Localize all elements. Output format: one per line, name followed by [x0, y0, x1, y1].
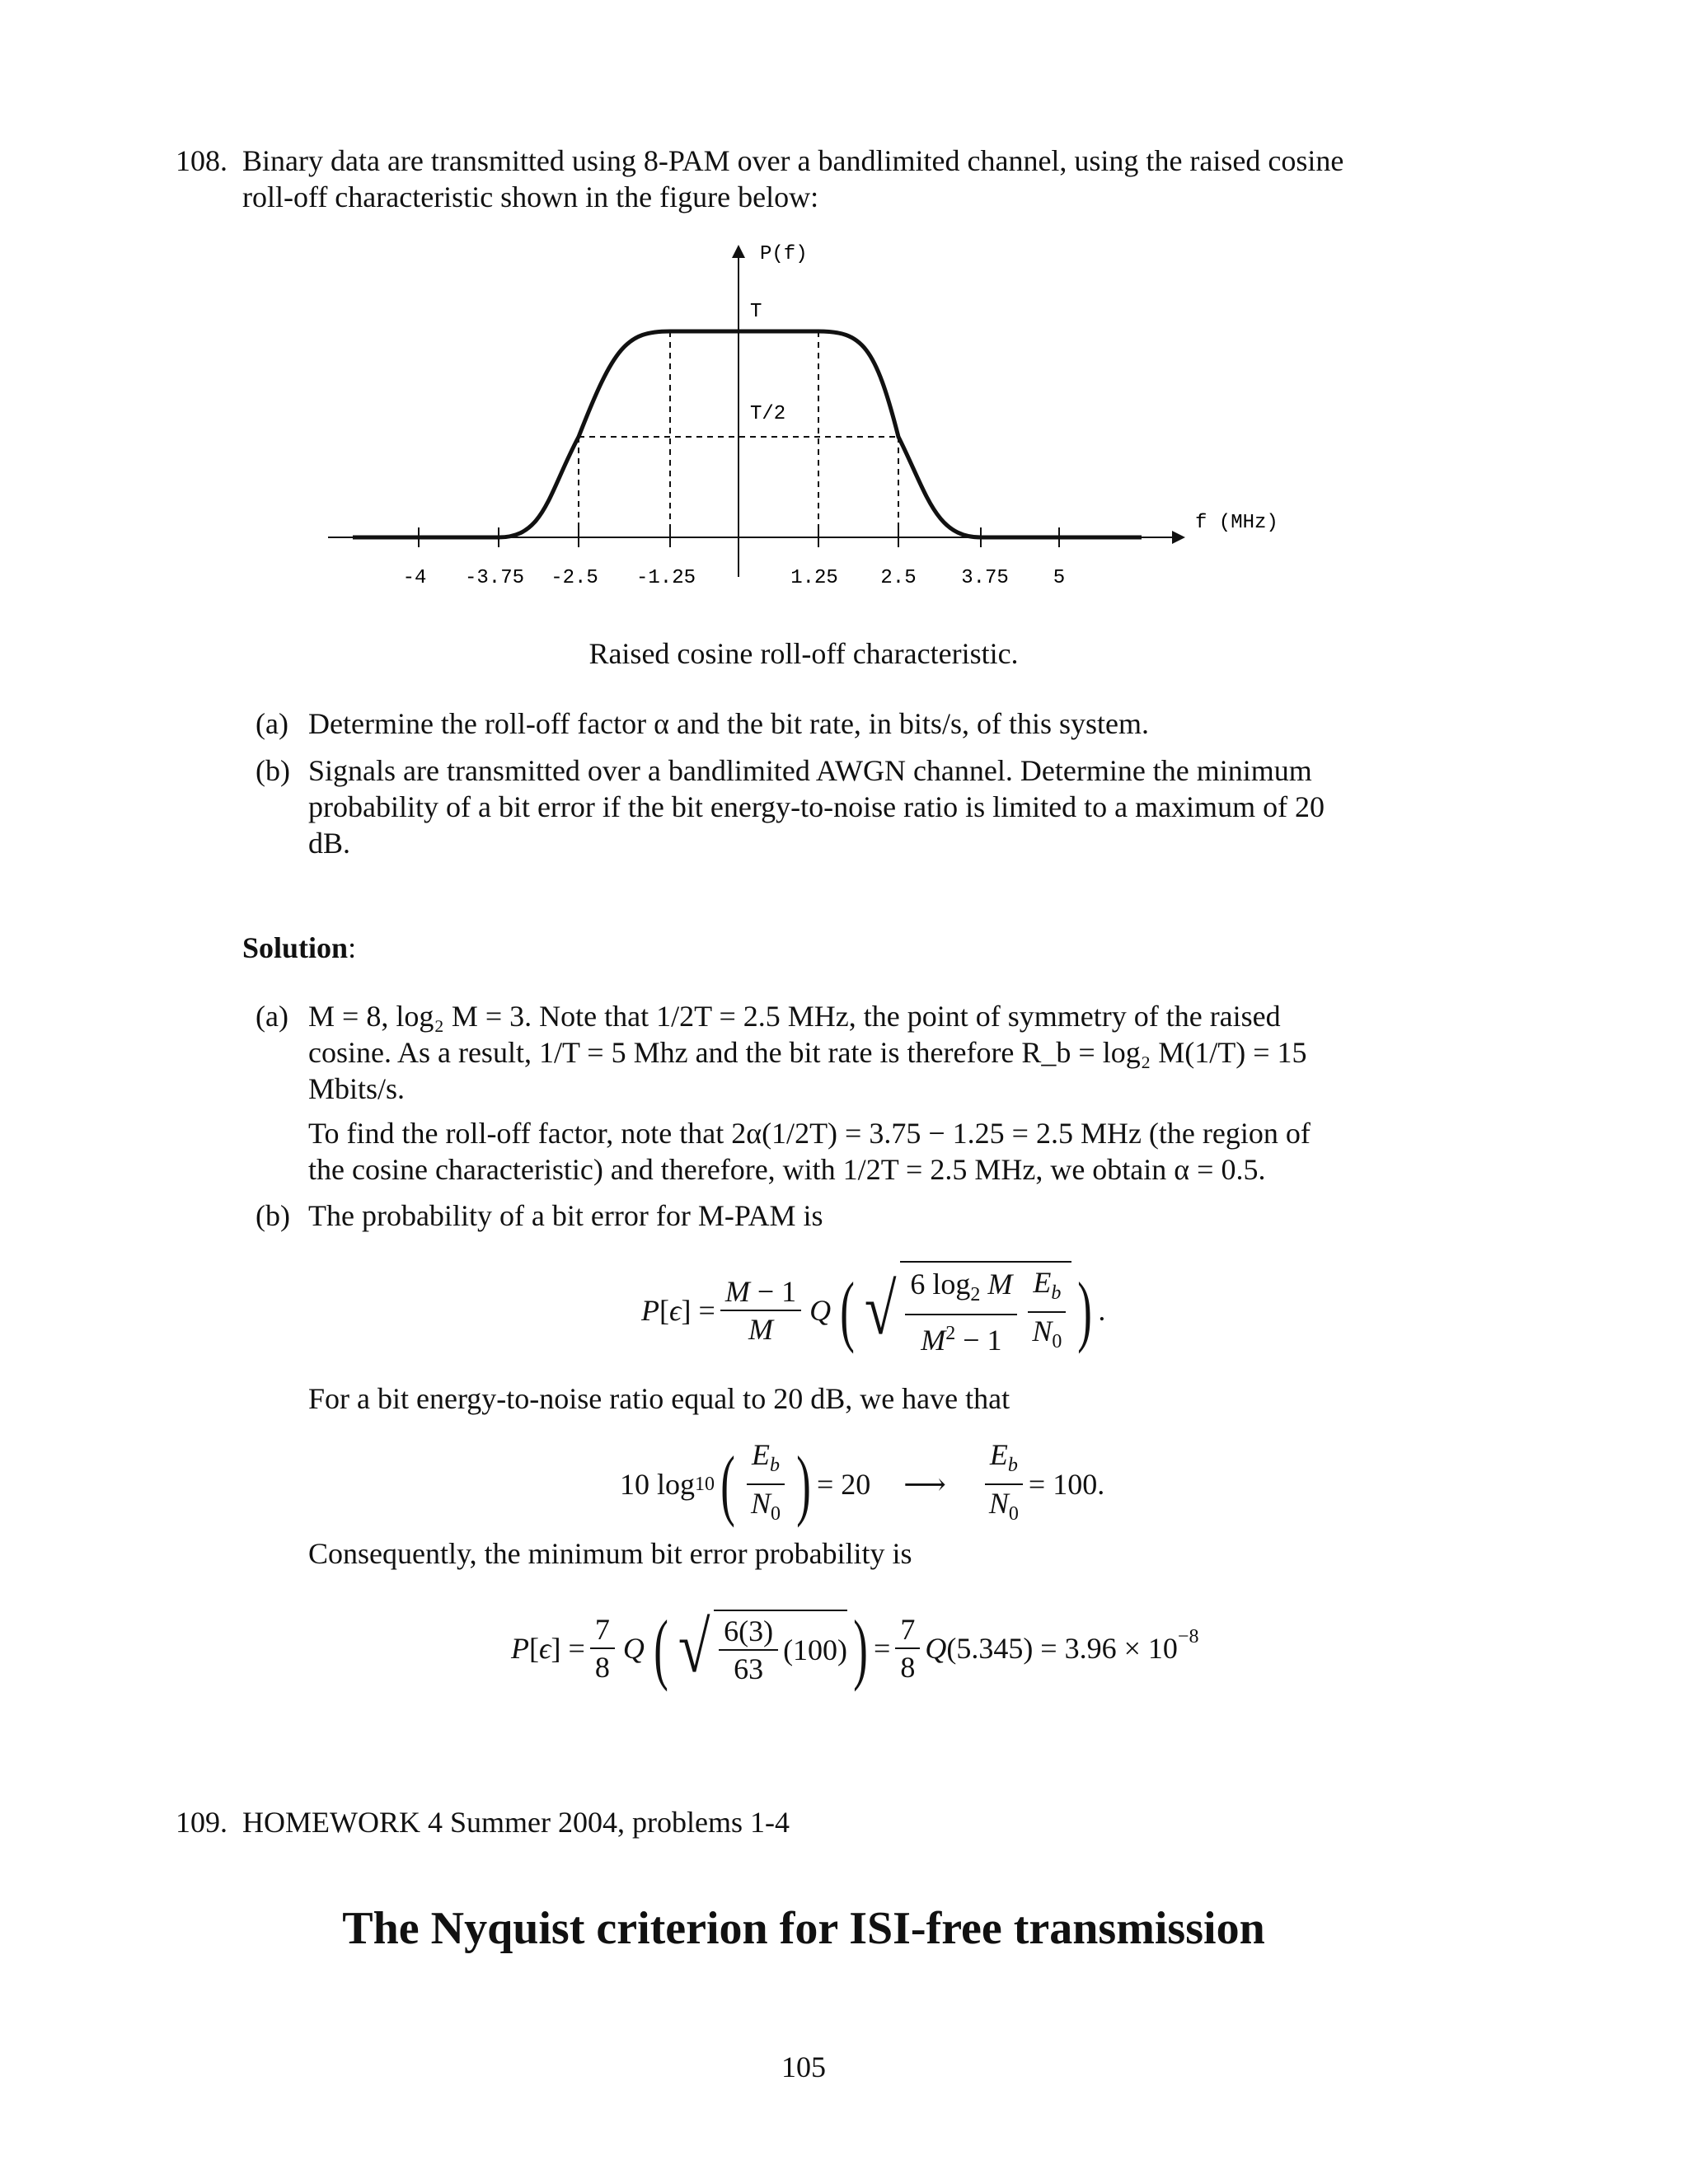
tick-label: -4: [402, 567, 427, 589]
y-axis-label: P(f): [760, 243, 808, 265]
x-axis-label: f (MHz): [1195, 512, 1278, 534]
problem-108-line2: roll-off characteristic shown in the figure below:: [242, 180, 819, 213]
solution-a-line1: M = 8, log₂ M = 3. Note that 1/2T = 2.5 MHz, the point of symmetry of the raised: [308, 1000, 1281, 1033]
solution-a-line4: To find the roll-off factor, note that 2α(1/2T) = 3.75 − 1.25 = 2.5 MHz (the region of: [308, 1117, 1311, 1150]
solution-heading-block: [242, 929, 356, 967]
tick-label: 1.25: [790, 567, 838, 589]
problem-109-number: 109.: [176, 1806, 227, 1839]
tick-labels: [403, 567, 1066, 589]
tick-label: -2.5: [551, 567, 598, 589]
snr-equation: 10 log 10 ( $\frac{E_b}{N_0}$ ) = 20 ⟶ $\frac{E_b}{N_0}$ = 100.: [620, 1437, 1105, 1528]
solution-a-line2: cosine. As a result, 1/T = 5 Mhz and the bit rate is therefore R_b = log₂ M(1/T) = 15: [308, 1036, 1307, 1069]
raised-cosine-figure: [313, 235, 1327, 598]
part-b-line1: Signals are transmitted over a bandlimited AWGN channel. Determine the minimum: [308, 754, 1312, 787]
problem-109-text: HOMEWORK 4 Summer 2004, problems 1-4: [242, 1806, 790, 1839]
raised-cosine-curve: [353, 331, 1142, 537]
solution-b-line1: The probability of a bit error for M-PAM is: [308, 1199, 823, 1232]
solution-b-label: (b): [256, 1199, 290, 1232]
solution-a-line5: the cosine characteristic) and therefore, with 1/2T = 2.5 MHz, we obtain α = 0.5.: [308, 1153, 1266, 1186]
pam-error-equation: P [ ϵ ] = $\frac{M - 1}{M}$ Q ( √ $\frac{6 \log_2 M}{M^2 - 1}$ $\frac{E_b}{N_0}$ ) .: [641, 1261, 1105, 1360]
figure-caption: Raised cosine roll-off characteristic.: [588, 637, 1019, 670]
tick-label: -1.25: [635, 567, 696, 589]
page-number: 105: [781, 2050, 826, 2083]
min-error-equation: P [ ϵ ] = $\frac{7}{8}$ Q ( √ $\frac{6(3)}{63}$ (100) ) = $\frac{7}{8}$ Q (5.345) = 3.96 × 10 $^{-8}$: [511, 1604, 1199, 1692]
solution-a-line3: Mbits/s.: [308, 1072, 406, 1105]
part-b-line2: probability of a bit error if the bit energy-to-noise ratio is limited to a maximum of 20: [308, 790, 1325, 823]
part-b-line3: dB.: [308, 827, 351, 860]
tick-label: 5: [1053, 567, 1066, 589]
part-a-label: (a): [256, 707, 288, 740]
level-T2-label: T/2: [750, 403, 786, 425]
tick-label: -3.75: [464, 567, 525, 589]
section-title: The Nyquist criterion for ISI-free transmission: [342, 1903, 1265, 1954]
snr-text: For a bit energy-to-noise ratio equal to 20 dB, we have that: [308, 1382, 1010, 1415]
tick-label: 3.75: [961, 567, 1009, 589]
solution-a-label: (a): [256, 1000, 288, 1033]
tick-label: 2.5: [880, 567, 917, 589]
part-b-label: (b): [256, 754, 290, 787]
problem-108-number: 108.: [176, 144, 227, 177]
solution-colon: :: [348, 931, 357, 964]
solution-heading: Solution: [242, 931, 349, 964]
level-T-label: T: [750, 301, 762, 323]
part-a-text: Determine the roll-off factor α and the bit rate, in bits/s, of this system.: [308, 707, 1149, 740]
problem-108-line1: Binary data are transmitted using 8-PAM over a bandlimited channel, using the raised cosine: [242, 144, 1344, 177]
consequently-text: Consequently, the minimum bit error probability is: [308, 1537, 912, 1570]
